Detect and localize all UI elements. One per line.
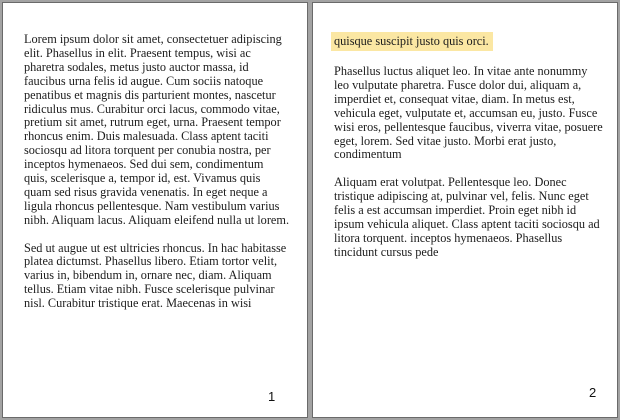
highlight-wrapper	[334, 32, 604, 51]
highlighted-text[interactable]: quisque suscipit justo quis orci.	[331, 32, 493, 51]
document-page-1	[2, 2, 308, 418]
page-number: 2	[589, 385, 597, 400]
page-1-text	[24, 33, 290, 325]
page-2-text	[334, 32, 604, 274]
paragraph[interactable]: Phasellus luctus aliquet leo. In vitae ante nonummy leo vulputate pharetra. Fusce dolor dui, aliquam a, imperdiet et, consequat vitae, diam. In metus est, vehicula eget, vulputate et, accumsan eu, justo. Fusce wisi eros, pellentesque faucibus, viverra vitae, posuere eget, lorem. Sed vitae justo. Morbi erat justo, condimentum	[334, 64, 603, 162]
paragraph[interactable]: Lorem ipsum dolor sit amet, consectetuer adipiscing elit. Phasellus in elit. Praesent tempus, wisi ac pharetra sodales, metus justo auctor massa, id faucibus urna felis id augue. Cum sociis natoque penatibus et magnis dis parturient montes, nascetur ridiculus mus. Curabitur orci lacus, commodo vitae, pretium sit amet, rutrum eget, urna. Praesent tempor rhoncus enim. Duis malesuada. Class aptent taciti sociosqu ad litora torquent per conubia nostra, per inceptos hymenaeos. Sed dui sem, condimentum quis, scelerisque a, tempor id, est. Vivamus quis quam sed risus gravida venenatis. In eget neque a ligula rhoncus pellentesque. Nam vestibulum varius nibh. Aliquam lacus. Aliquam eleifend nulla ut lorem.	[24, 32, 290, 227]
document-page-2	[312, 2, 618, 418]
page-number: 1	[268, 389, 276, 404]
paragraph[interactable]: Aliquam erat volutpat. Pellentesque leo. Donec tristique adipiscing at, pulvinar vel, felis. Nunc eget felis a est accumsan imperdiet. Proin eget nibh id ipsum vehicula aliquet. Class aptent taciti sociosqu ad litora torquent. inceptos hymenaeos. Phasellus tincidunt cursus pede	[334, 175, 600, 259]
paragraph[interactable]: Sed ut augue ut est ultricies rhoncus. In hac habitasse platea dictumst. Phasellus libero. Etiam tortor velit, varius in, bibendum in, ornare nec, diam. Aliquam tellus. Etiam vitae nibh. Fusce scelerisque pulvinar nisl. Curabitur tristique erat. Maecenas in wisi	[24, 240, 287, 311]
